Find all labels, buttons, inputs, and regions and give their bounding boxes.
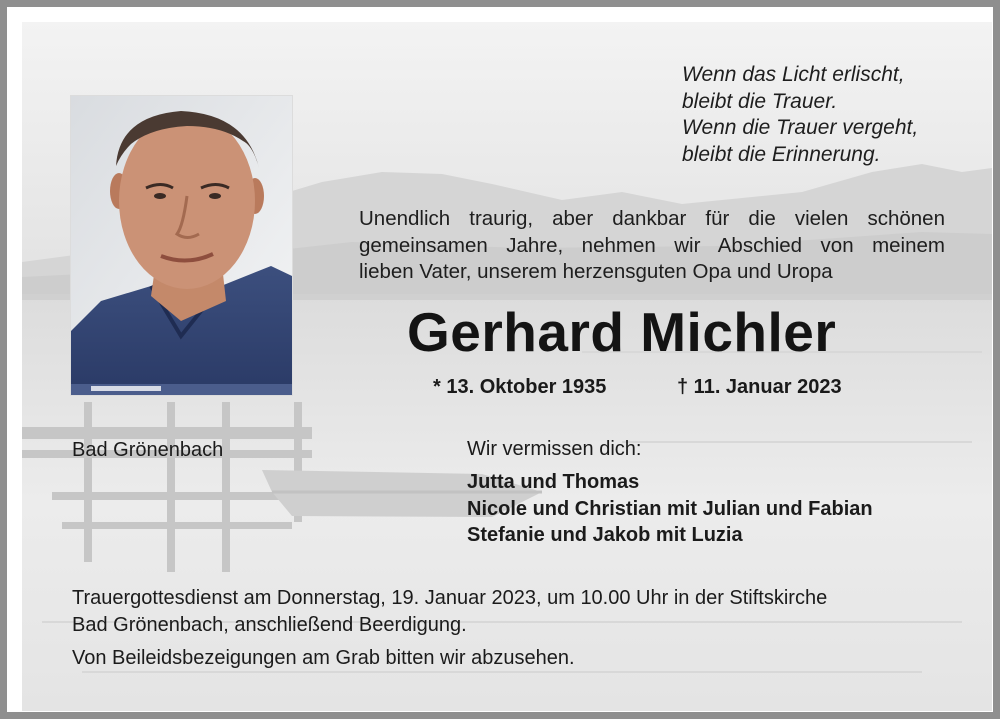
- intro-line: lieben Vater, unserem herzensguten Opa und Uropa: [359, 260, 833, 283]
- poem-line: bleibt die Erinnerung.: [682, 142, 881, 166]
- mourners-list: [467, 469, 873, 549]
- death-date: † 11. Januar 2023: [677, 376, 842, 398]
- mourner-entry: Nicole und Christian mit Julian und Fabian: [467, 497, 873, 520]
- intro-line: gemeinsamen Jahre, nehmen wir Abschied von meinem: [359, 233, 945, 257]
- portrait-photo: [71, 96, 292, 395]
- mourner-entry: Stefanie und Jakob mit Luzia: [467, 524, 743, 546]
- service-info: [72, 585, 827, 638]
- mourners-heading: Wir vermissen dich:: [467, 438, 642, 460]
- poem-line: Wenn die Trauer vergeht,: [682, 116, 919, 139]
- obituary-card: [22, 22, 992, 711]
- intro-text: [359, 206, 945, 286]
- place-name: Bad Grönenbach: [72, 439, 224, 461]
- condolence-note: Von Beileidsbezeigungen am Grab bitten wir abzusehen.: [72, 647, 575, 669]
- notice-frame: [7, 7, 993, 712]
- poem-line: bleibt die Trauer.: [682, 89, 838, 113]
- poem: [682, 62, 982, 168]
- service-line: Bad Grönenbach, anschließend Beerdigung.: [72, 613, 467, 636]
- intro-line: Unendlich traurig, aber dankbar für die vielen schönen: [359, 207, 945, 230]
- deceased-name: Gerhard Michler: [407, 301, 837, 363]
- poem-line: Wenn das Licht erlischt,: [682, 63, 905, 86]
- mourner-entry: Jutta und Thomas: [467, 471, 640, 493]
- portrait-image: [71, 96, 292, 395]
- service-line: Trauergottesdienst am Donnerstag, 19. Januar 2023, um 10.00 Uhr in der Stiftskirche: [72, 587, 828, 609]
- birth-date: * 13. Oktober 1935: [433, 376, 607, 398]
